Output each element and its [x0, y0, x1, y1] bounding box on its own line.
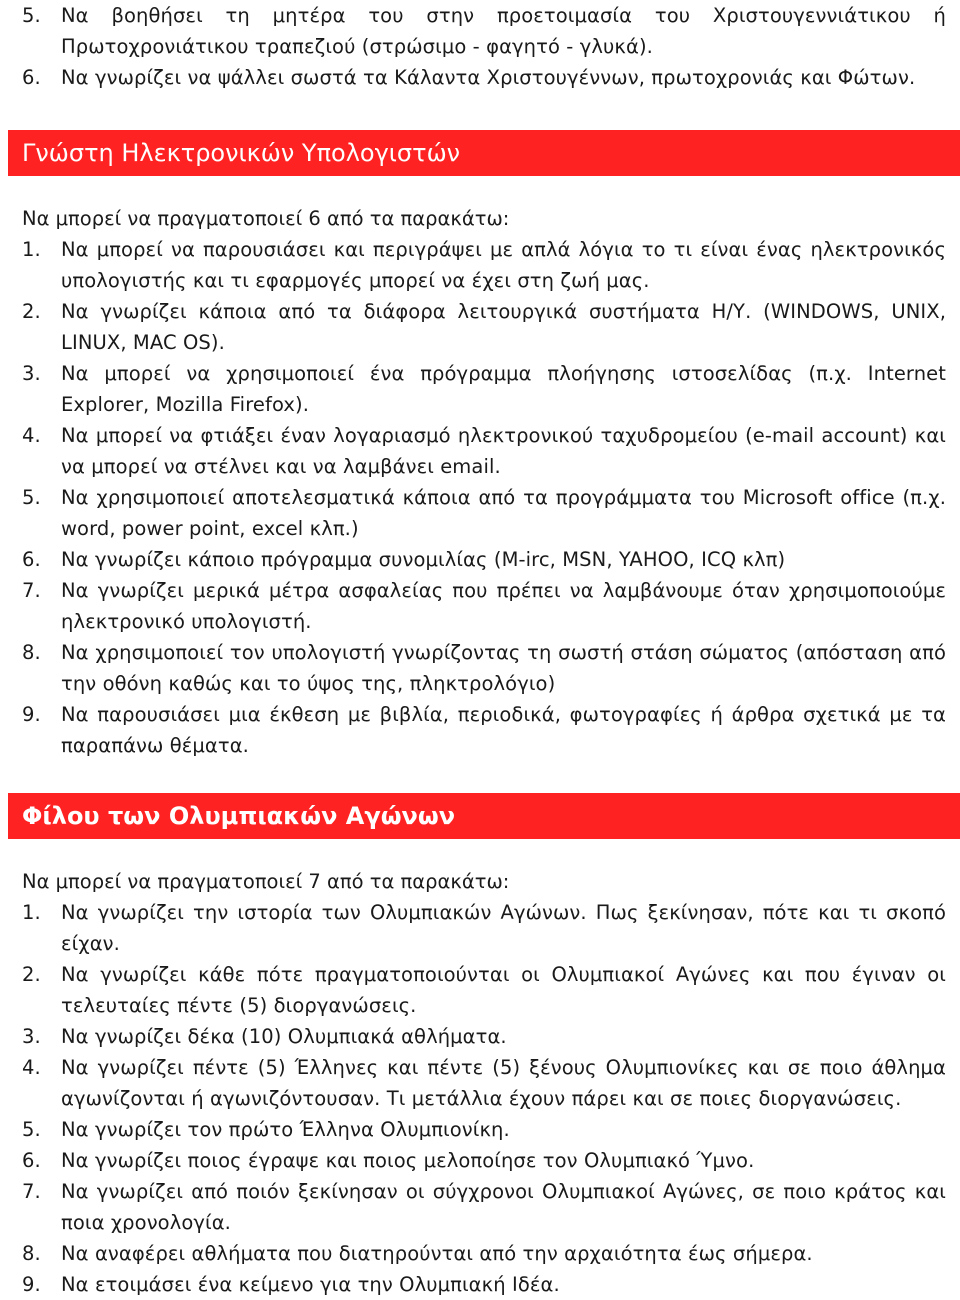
- list-item: [0, 1238, 960, 1269]
- top-list-section: [0, 0, 960, 93]
- item-text: Να γνωρίζει τον πρώτο Έλληνα Ολυμπιονίκη.: [61, 1118, 510, 1141]
- item-text: Να γνωρίζει ποιος έγραψε και ποιος μελοποίησε τον Ολυμπιακό Ύμνο.: [61, 1149, 755, 1172]
- list-item: [0, 62, 960, 93]
- item-number: 9.: [22, 703, 41, 726]
- list-item: [0, 1052, 960, 1114]
- item-number: 5.: [22, 486, 41, 509]
- list-item: [0, 234, 960, 296]
- item-text: Να γνωρίζει μερικά μέτρα ασφαλείας που πρέπει να λαμβάνουμε όταν χρησιμοποιούμε ηλεκτρονικό υπολογιστή.: [61, 579, 946, 633]
- item-number: 1.: [22, 238, 41, 261]
- computers-list: [0, 234, 960, 761]
- item-number: 2.: [22, 963, 41, 986]
- list-item: [0, 1176, 960, 1238]
- item-text: Να γνωρίζει να ψάλλει σωστά τα Κάλαντα Χριστουγέννων, πρωτοχρονιάς και Φώτων.: [61, 66, 916, 89]
- list-item: [0, 1269, 960, 1300]
- list-item: [0, 699, 960, 761]
- computers-banner: [8, 130, 960, 176]
- list-item: [0, 482, 960, 544]
- item-text: Να παρουσιάσει μια έκθεση με βιβλία, περιοδικά, φωτογραφίες ή άρθρα σχετικά με τα παραπάνω θέματα.: [61, 703, 946, 757]
- item-number: 5.: [22, 4, 41, 27]
- list-item: [0, 637, 960, 699]
- item-text: Να χρησιμοποιεί τον υπολογιστή γνωρίζοντας τη σωστή στάση σώματος (απόσταση από την οθόνη καθώς και το ύψος της, πληκτρολόγιο): [61, 641, 946, 695]
- olympics-title: Φίλου των Ολυμπιακών Αγώνων: [22, 802, 456, 830]
- item-text: Να γνωρίζει δέκα (10) Ολυμπιακά αθλήματα.: [61, 1025, 507, 1048]
- item-text: Να γνωρίζει την ιστορία των Ολυμπιακών Αγώνων. Πως ξεκίνησαν, πότε και τι σκοπό είχαν.: [61, 901, 946, 955]
- top-list: [0, 0, 960, 93]
- item-number: 6.: [22, 1149, 41, 1172]
- list-item: [0, 358, 960, 420]
- item-number: 7.: [22, 1180, 41, 1203]
- olympics-list: [0, 897, 960, 1300]
- item-text: Να γνωρίζει πέντε (5) Έλληνες και πέντε (5) ξένους Ολυμπιονίκες και σε ποιο άθλημα αγωνίζονται ή αγωνιζόντουσαν. Τι μετάλλια έχουν πάρει και σε ποιες διοργανώσεις.: [61, 1056, 946, 1110]
- list-item: [0, 575, 960, 637]
- computers-section: [0, 234, 960, 761]
- item-text: Να γνωρίζει από ποιόν ξεκίνησαν οι σύγχρονοι Ολυμπιακοί Αγώνες, σε ποιο κράτος και ποια χρονολογία.: [61, 1180, 946, 1234]
- item-number: 7.: [22, 579, 41, 602]
- list-item: [0, 296, 960, 358]
- item-text: Να γνωρίζει κάποιο πρόγραμμα συνομιλίας (M-irc, MSN, YAHOO, ICQ κλπ): [61, 548, 786, 571]
- olympics-section: [0, 897, 960, 1300]
- item-number: 3.: [22, 362, 41, 385]
- item-text: Να μπορεί να φτιάξει έναν λογαριασμό ηλεκτρονικού ταχυδρομείου (e-mail account) και να μπορεί να στέλνει και να λαμβάνει email.: [61, 424, 946, 478]
- item-text: Να γνωρίζει κάποια από τα διάφορα λειτουργικά συστήματα Η/Υ. (WINDOWS, UNIX, LINUX, MAC OS).: [61, 300, 946, 354]
- item-number: 9.: [22, 1273, 41, 1296]
- item-number: 5.: [22, 1118, 41, 1141]
- olympics-banner: [8, 793, 960, 839]
- item-number: 8.: [22, 1242, 41, 1265]
- computers-title: Γνώστη Ηλεκτρονικών Υπολογιστών: [22, 139, 461, 167]
- list-item: [0, 1145, 960, 1176]
- item-text: Να μπορεί να παρουσιάσει και περιγράψει με απλά λόγια το τι είναι ένας ηλεκτρονικός υπολογιστής και τι εφαρμογές μπορεί να έχει στη ζωή μας.: [61, 238, 946, 292]
- item-text: Να ετοιμάσει ένα κείμενο για την Ολυμπιακή Ιδέα.: [61, 1273, 560, 1296]
- list-item: [0, 959, 960, 1021]
- item-text: Να μπορεί να χρησιμοποιεί ένα πρόγραμμα πλοήγησης ιστοσελίδας (π.χ. Internet Explorer, Mozilla Firefox).: [61, 362, 946, 416]
- item-number: 4.: [22, 1056, 41, 1079]
- item-number: 8.: [22, 641, 41, 664]
- item-number: 2.: [22, 300, 41, 323]
- list-item: [0, 420, 960, 482]
- item-text: Να αναφέρει αθλήματα που διατηρούνται από την αρχαιότητα έως σήμερα.: [61, 1242, 813, 1265]
- list-item: [0, 0, 960, 62]
- olympics-intro: Να μπορεί να πραγματοποιεί 7 από τα παρακάτω:: [22, 870, 510, 893]
- item-number: 1.: [22, 901, 41, 924]
- computers-intro: Να μπορεί να πραγματοποιεί 6 από τα παρακάτω:: [22, 207, 510, 230]
- list-item: [0, 1114, 960, 1145]
- list-item: [0, 897, 960, 959]
- item-number: 6.: [22, 548, 41, 571]
- item-text: Να γνωρίζει κάθε πότε πραγματοποιούνται οι Ολυμπιακοί Αγώνες και που έγιναν οι τελευταίες πέντε (5) διοργανώσεις.: [61, 963, 946, 1017]
- item-text: Να βοηθήσει τη μητέρα του στην προετοιμασία του Χριστουγεννιάτικου ή Πρωτοχρονιάτικου τραπεζιού (στρώσιμο - φαγητό - γλυκά).: [61, 4, 946, 58]
- item-number: 3.: [22, 1025, 41, 1048]
- item-text: Να χρησιμοποιεί αποτελεσματικά κάποια από τα προγράμματα του Microsoft office (π.χ. word, power point, excel κλπ.): [61, 486, 946, 540]
- item-number: 4.: [22, 424, 41, 447]
- item-number: 6.: [22, 66, 41, 89]
- list-item: [0, 1021, 960, 1052]
- list-item: [0, 544, 960, 575]
